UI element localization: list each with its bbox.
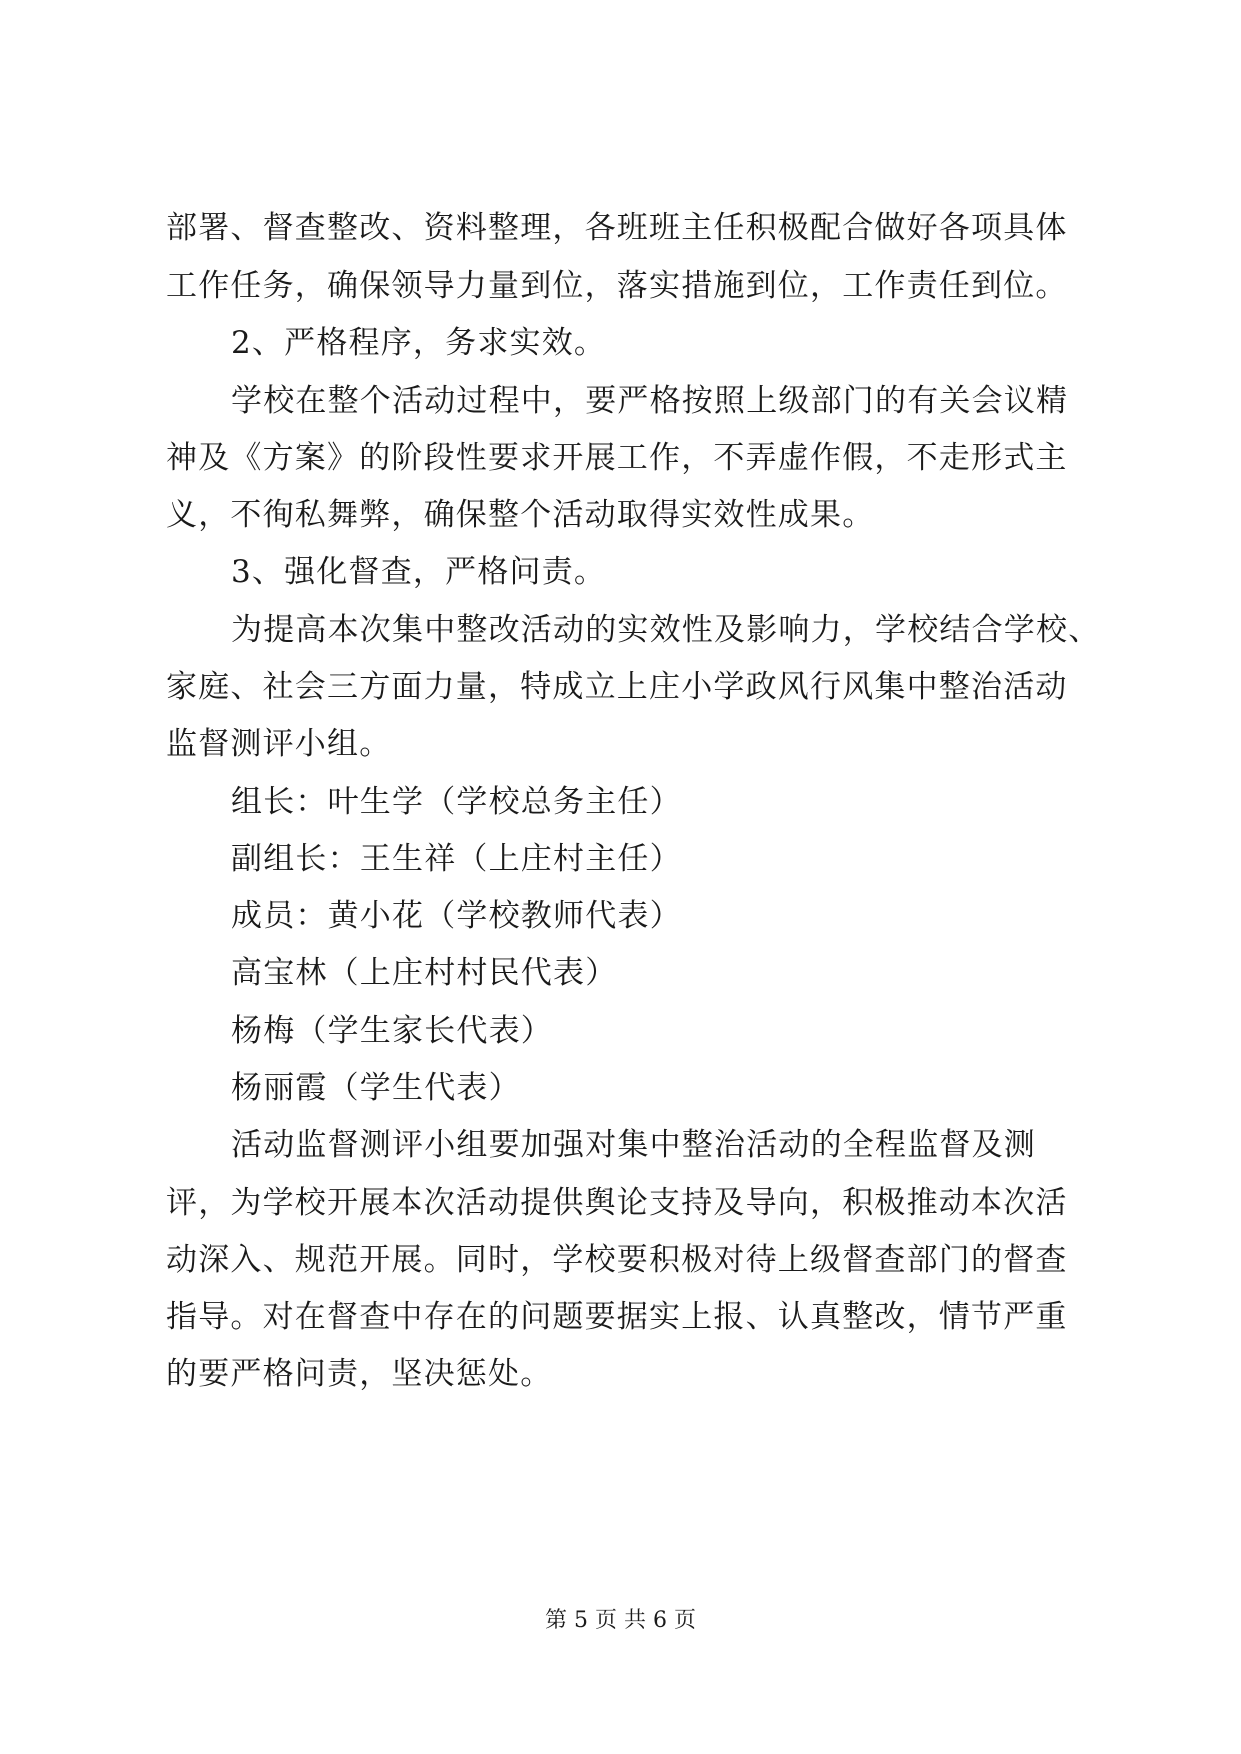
member-line: 高宝林（上庄村村民代表） [231, 955, 618, 991]
body-line: 家庭、社会三方面力量，特成立上庄小学政风行风集中整治活动 [166, 669, 1068, 705]
page-footer: 第 5 页 共 6 页 [545, 1608, 696, 1633]
body-line: 的要严格问责，坚决惩处。 [166, 1356, 553, 1392]
body-line: 神及《方案》的阶段性要求开展工作，不弄虚作假，不走形式主 [166, 440, 1068, 476]
member-line: 杨丽霞（学生代表） [231, 1070, 521, 1106]
body-line: 部署、督查整改、资料整理，各班班主任积极配合做好各项具体 [166, 210, 1068, 246]
section-heading: 3、强化督查，严格问责。 [231, 554, 607, 590]
body-line: 活动监督测评小组要加强对集中整治活动的全程监督及测 [231, 1127, 1036, 1163]
member-line: 成员：黄小花（学校教师代表） [231, 898, 682, 934]
body-line: 动深入、规范开展。同时，学校要积极对待上级督查部门的督查 [166, 1242, 1068, 1278]
member-line: 杨梅（学生家长代表） [231, 1013, 553, 1049]
member-line: 副组长：王生祥（上庄村主任） [231, 841, 682, 877]
body-line: 监督测评小组。 [166, 726, 392, 762]
body-line: 义，不徇私舞弊，确保整个活动取得实效性成果。 [166, 497, 875, 533]
body-line: 指导。对在督查中存在的问题要据实上报、认真整改，情节严重 [166, 1299, 1068, 1335]
body-line: 学校在整个活动过程中，要严格按照上级部门的有关会议精 [231, 383, 1069, 419]
member-line: 组长：叶生学（学校总务主任） [231, 784, 682, 820]
body-line: 工作任务，确保领导力量到位，落实措施到位，工作责任到位。 [166, 268, 1068, 304]
section-heading: 2、严格程序，务求实效。 [231, 325, 607, 361]
body-line: 评，为学校开展本次活动提供舆论支持及导向，积极推动本次活 [166, 1185, 1068, 1221]
body-line: 为提高本次集中整改活动的实效性及影响力，学校结合学校、 [231, 612, 1101, 648]
